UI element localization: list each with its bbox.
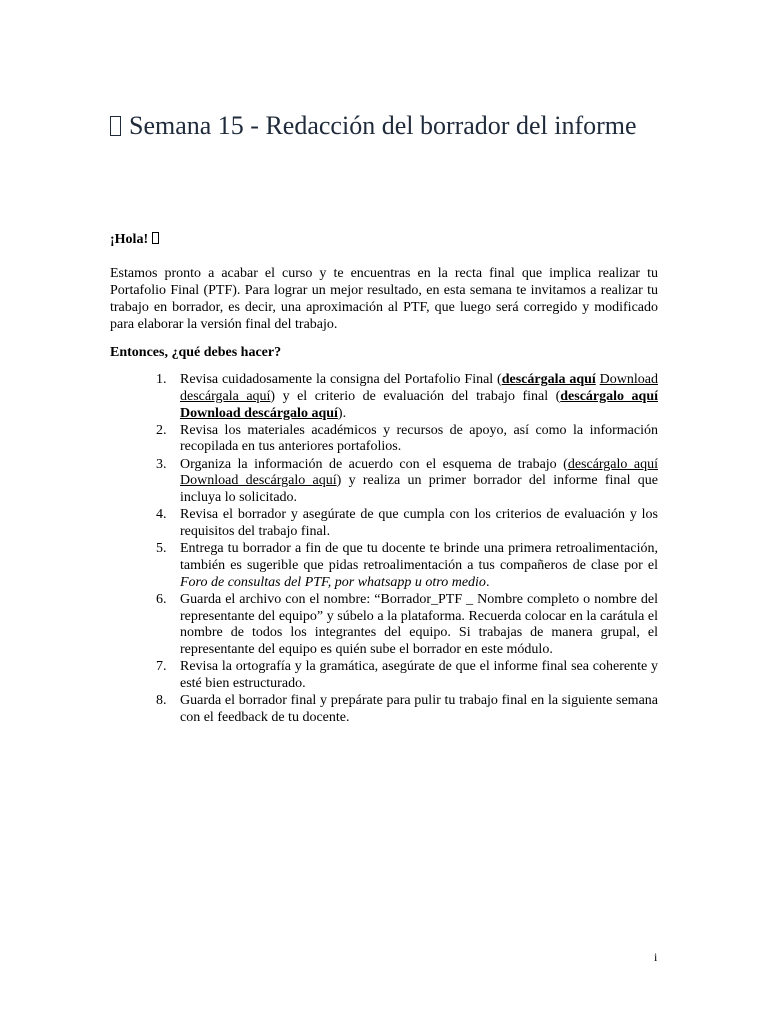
list-item — [156, 422, 658, 457]
wave-icon — [152, 232, 159, 244]
step-text: Revisa cuidadosamente la consigna del Portafolio Final ( — [180, 372, 502, 387]
step-text: . — [485, 574, 490, 590]
list-number: 1. — [156, 372, 167, 387]
list-number: 4. — [156, 507, 167, 523]
greeting — [110, 232, 159, 248]
forum-reference: Foro de consultas del PTF, por whatsapp u otro medio — [180, 574, 486, 590]
list-item — [156, 372, 658, 422]
list-item — [156, 693, 658, 727]
list-number: 5. — [156, 541, 167, 557]
list-number: 6. — [156, 591, 167, 607]
criterio-download-link[interactable]: descárgalo aquí — [560, 388, 658, 404]
list-item — [156, 456, 658, 507]
step-text: ) y el criterio de evaluación del trabajo final ( — [270, 388, 561, 404]
list-number: 7. — [156, 659, 167, 675]
step-text: Organiza la información de acuerdo con el esquema de trabajo ( — [180, 456, 568, 472]
note-icon — [110, 116, 121, 136]
list-item — [156, 591, 658, 659]
step-text: Revisa los materiales académicos y recursos de apoyo, así como la información recopilada en tus anteriores portafolios. — [180, 422, 658, 455]
section-heading: Entonces, ¿qué debes hacer? — [110, 345, 282, 360]
list-item — [156, 541, 658, 591]
list-item — [156, 507, 658, 541]
page-title-text: Semana 15 - Redacción del borrador del informe — [129, 111, 637, 140]
step-text: Entrega tu borrador a fin de que tu docente te brinde una primera retroalimentación, también es sugerible que pidas retroalimentación a tus compañeros de clase por el — [180, 541, 658, 573]
page-title — [110, 106, 670, 146]
esquema-download-link-alt[interactable]: Download descárgalo aquí — [180, 473, 337, 489]
list-number: 3. — [156, 456, 167, 472]
step-text: Guarda el archivo con el nombre: “Borrador_PTF _ Nombre completo o nombre del representante del equipo” y súbelo a la plataforma. Recuerda colocar en la carátula el nombre de todos los integrantes del equipo. Si trabajas de manera grupal, el representante del equipo es quién sube el borrador en este módulo. — [180, 591, 658, 658]
list-item — [156, 659, 658, 693]
step-text: Revisa la ortografía y la gramática, asegúrate de que el informe final sea coherente y esté bien estructurado. — [180, 659, 658, 692]
greeting-text: ¡Hola! — [110, 232, 149, 247]
step-text: ). — [337, 405, 347, 421]
step-text: Guarda el borrador final y prepárate para pulir tu trabajo final en la siguiente semana con el feedback de tu docente. — [180, 693, 658, 726]
steps-list — [156, 372, 658, 727]
step-text: Revisa el borrador y asegúrate de que cumpla con los criterios de evaluación y los requisitos del trabajo final. — [180, 507, 658, 540]
esquema-download-link[interactable]: descárgalo aquí — [567, 456, 658, 472]
criterio-download-link-alt[interactable]: Download descárgalo aquí — [180, 405, 338, 421]
page-number: i — [654, 950, 658, 964]
step-text: ) y realiza un primer borrador del informe final que incluya lo solicitado. — [180, 473, 658, 506]
consigna-download-link[interactable]: descárgala aquí — [501, 372, 596, 387]
list-number: 2. — [156, 422, 167, 438]
list-number: 8. — [156, 693, 167, 709]
consigna-download-link-alt[interactable]: Download descárgala aquí — [180, 372, 658, 404]
intro-paragraph: Estamos pronto a acabar el curso y te encuentras en la recta final que implica realizar tu Portafolio Final (PTF). Para lograr un mejor resultado, en esta semana te invitamos a realizar tu trabajo en borrador, es decir, una aproximación al PTF, que luego será corregido y modificado para elaborar la versión final del trabajo. — [110, 266, 658, 332]
